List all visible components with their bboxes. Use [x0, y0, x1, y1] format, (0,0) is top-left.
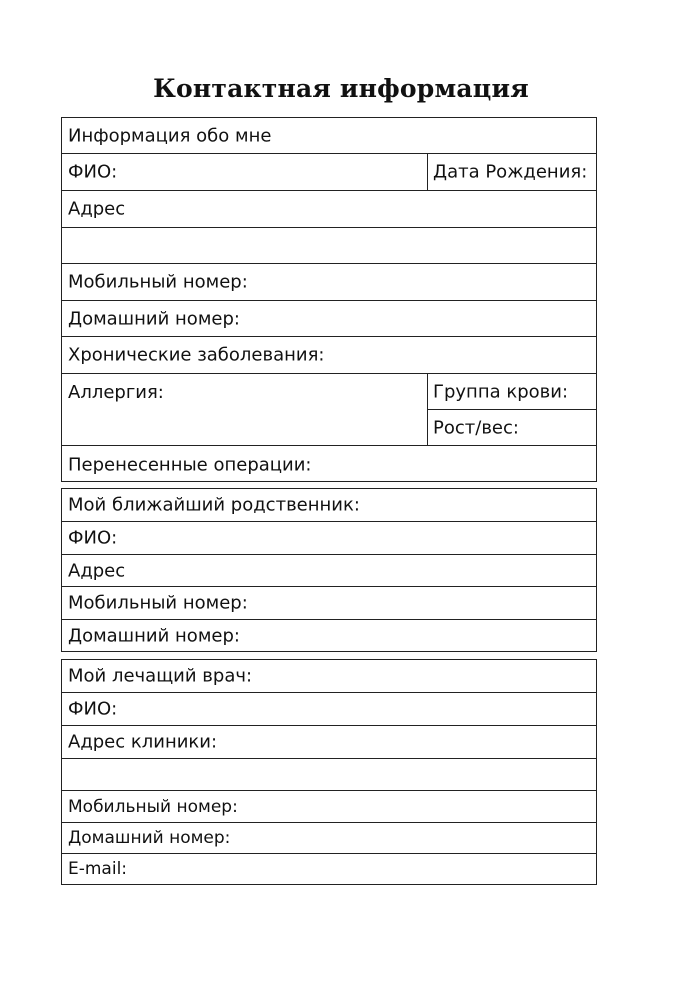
row-doctor-header: [62, 660, 596, 693]
height-weight-label: Рост/вес:: [433, 417, 519, 438]
section-relative: [61, 488, 597, 652]
blood-group-label: Группа крови:: [433, 381, 569, 402]
email-label: E-mail:: [68, 859, 128, 879]
birth-date-label: Дата Рождения:: [433, 161, 588, 183]
row-address-blank[interactable]: [62, 228, 596, 264]
section-header-label: Мой ближайший родственник:: [68, 494, 360, 516]
row-doctor-home-phone[interactable]: [62, 823, 596, 854]
section-about-me: [61, 117, 597, 482]
row-relative-header: [62, 489, 596, 522]
surgeries-label: Перенесенные операции:: [68, 454, 312, 475]
home-phone-label: Домашний номер:: [68, 625, 240, 646]
row-clinic-address-blank[interactable]: [62, 759, 596, 791]
row-name-birthdate: [62, 154, 596, 191]
row-relative-mobile[interactable]: [62, 587, 596, 620]
row-address[interactable]: [62, 191, 596, 228]
address-label: Адрес: [68, 198, 126, 220]
clinic-address-label: Адрес клиники:: [68, 731, 218, 753]
chronic-diseases-label: Хронические заболевания:: [68, 344, 325, 366]
row-about-header: [62, 118, 596, 154]
blood-group-cell[interactable]: [428, 374, 596, 410]
blood-height-stack: [427, 374, 596, 445]
row-surgeries[interactable]: [62, 446, 596, 483]
section-doctor: [61, 659, 597, 885]
home-phone-label: Домашний номер:: [68, 828, 231, 848]
row-doctor-mobile[interactable]: [62, 791, 596, 823]
row-doctor-email[interactable]: [62, 854, 596, 884]
row-home-phone[interactable]: [62, 301, 596, 337]
row-relative-address[interactable]: [62, 555, 596, 587]
height-weight-cell[interactable]: [428, 410, 596, 445]
page-title: Контактная информация: [153, 74, 529, 103]
full-name-label[interactable]: ФИО:: [68, 161, 118, 183]
allergy-label[interactable]: Аллергия:: [68, 382, 164, 403]
birth-date-cell[interactable]: [427, 154, 596, 190]
full-name-label: ФИО:: [68, 527, 118, 549]
mobile-label: Мобильный номер:: [68, 592, 248, 614]
row-doctor-name[interactable]: [62, 693, 596, 726]
row-relative-home-phone[interactable]: [62, 620, 596, 651]
row-mobile[interactable]: [62, 264, 596, 301]
mobile-label: Мобильный номер:: [68, 796, 238, 817]
row-clinic-address[interactable]: [62, 726, 596, 759]
row-allergy-blood: [62, 374, 596, 446]
section-header-label: Информация обо мне: [68, 125, 272, 146]
home-phone-label: Домашний номер:: [68, 308, 240, 329]
row-chronic[interactable]: [62, 337, 596, 374]
section-header-label: Мой лечащий врач:: [68, 665, 253, 687]
address-label: Адрес: [68, 560, 126, 581]
row-relative-name[interactable]: [62, 522, 596, 555]
full-name-label: ФИО:: [68, 698, 118, 720]
mobile-label: Мобильный номер:: [68, 271, 248, 293]
